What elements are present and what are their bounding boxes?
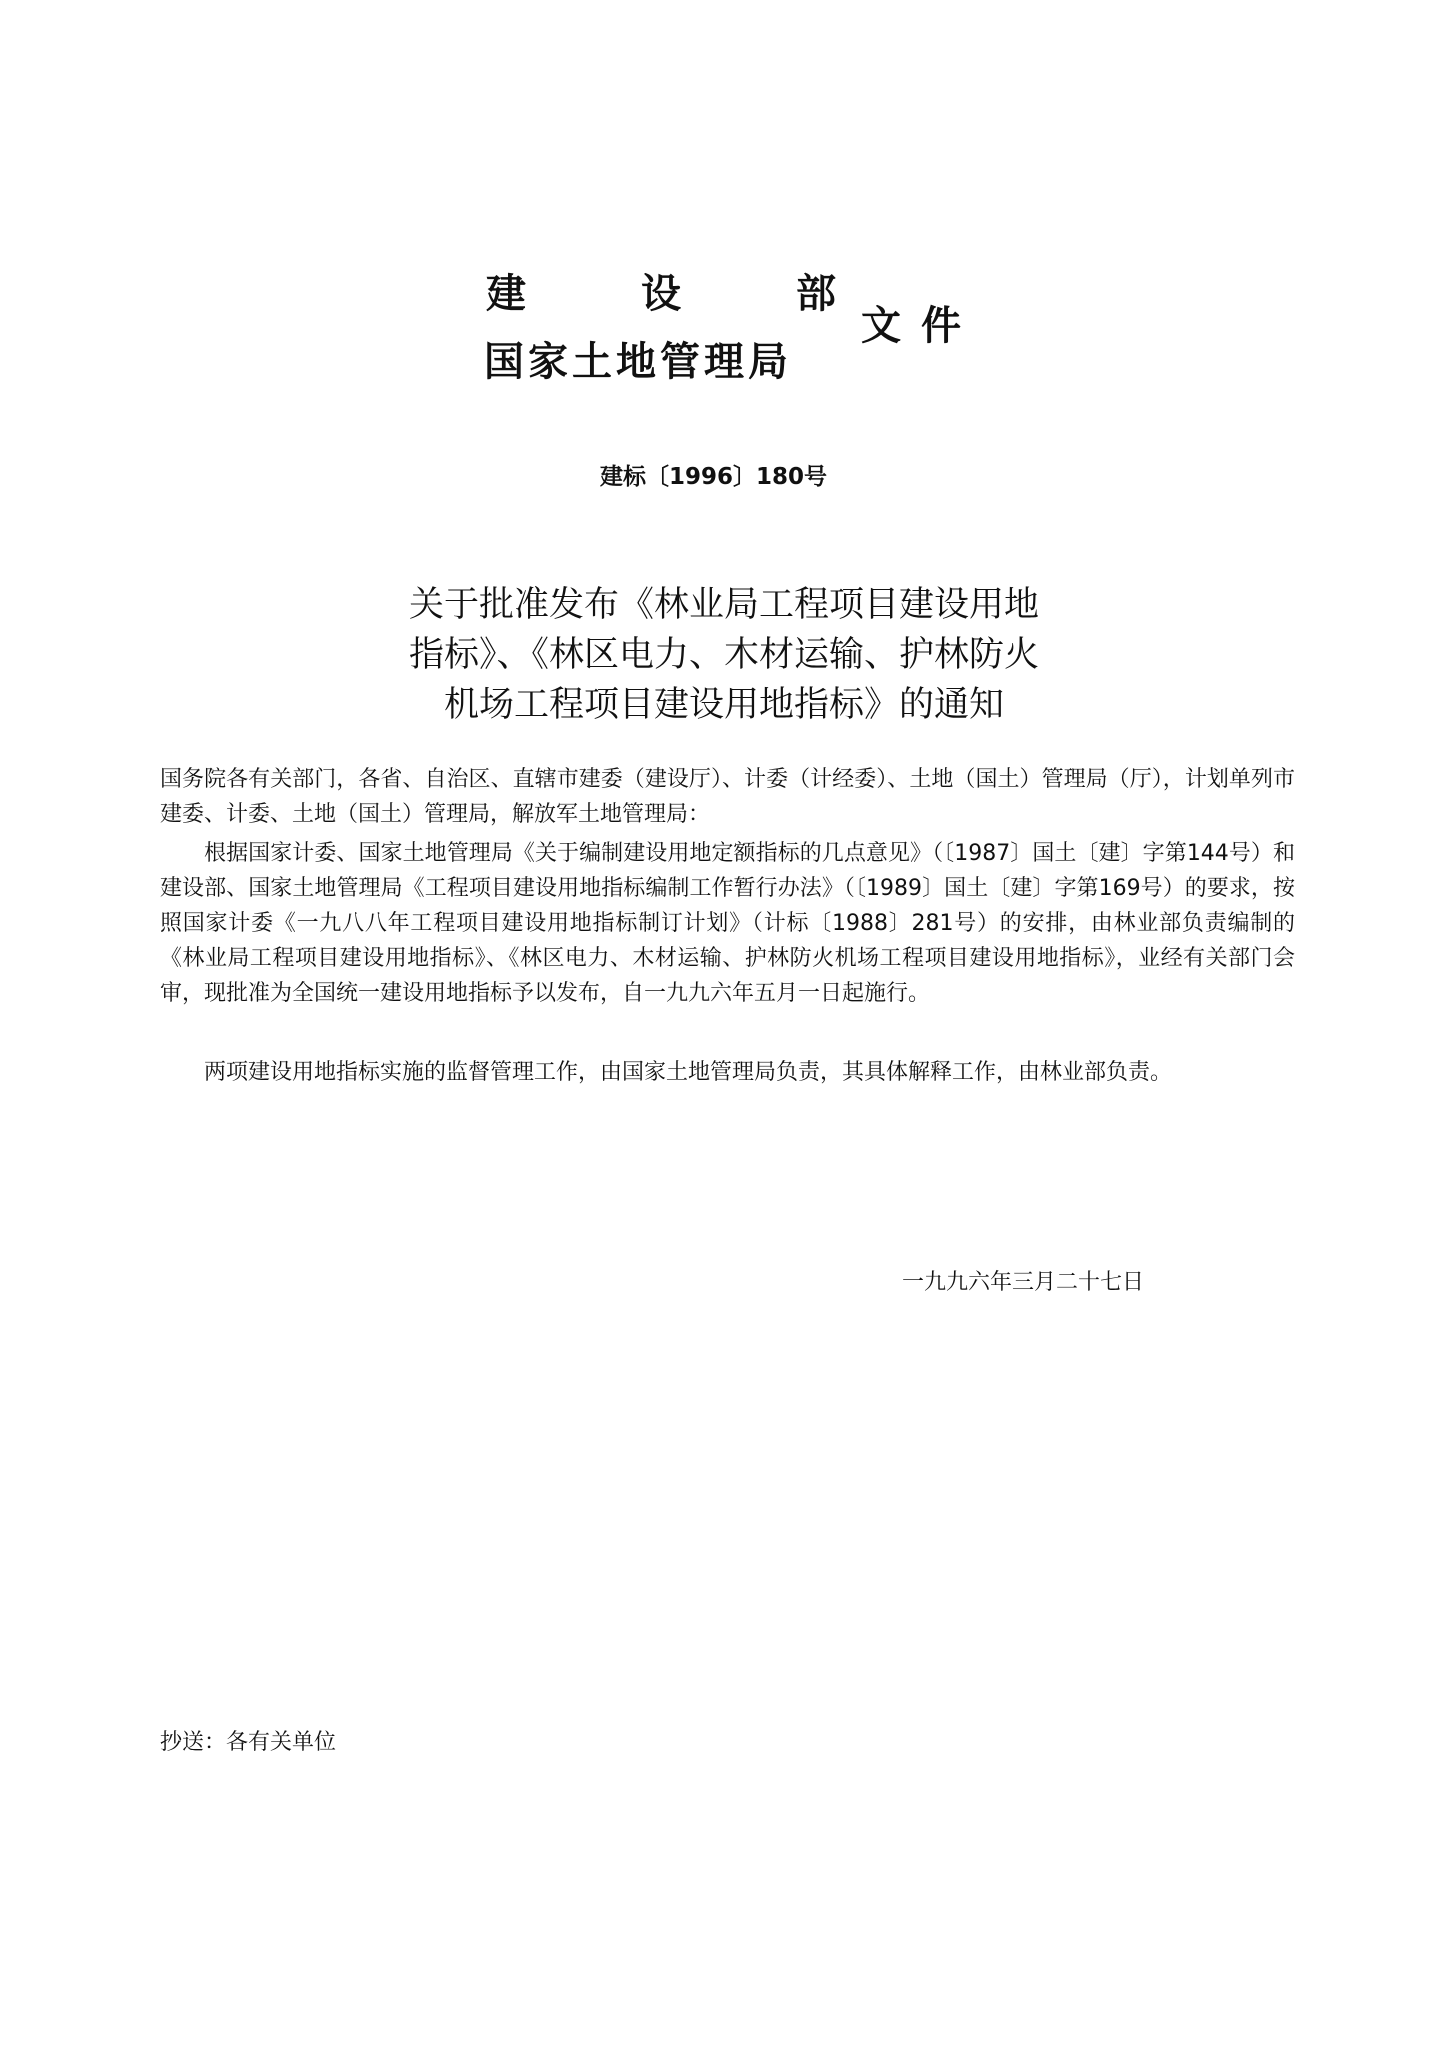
title-line: 指标》、《林区电力、木材运输、护林防火 (408, 635, 1039, 675)
title-line: 关于批准发布《林业局工程项目建设用地 (408, 585, 1039, 625)
body-paragraph-2: 两项建设用地指标实施的监督管理工作，由国家土地管理局负责，其具体解释工作，由林业部负责。 (204, 1060, 1173, 1085)
issuer-char: 设 (641, 271, 681, 317)
document-number: 建标〔1996〕180号 (600, 464, 828, 490)
issuer-char: 建 (486, 271, 526, 317)
issue-date: 一九九六年三月二十七日 (902, 1270, 1145, 1295)
issuer-land-administration: 国家土地管理局 (484, 339, 792, 385)
issuer-char: 部 (796, 271, 836, 317)
carbon-copy-line: 抄送：各有关单位 (160, 1730, 337, 1755)
body-paragraph-1: 根据国家计委、国家土地管理局《关于编制建设用地定额指标的几点意见》（〔1987〕国土〔建〕字第144号）和建设部、国家土地管理局《工程项目建设用地指标编制工作暂行办法》（〔1989〕国土〔建〕字第169号）的要求，按照国家计委《一九八八年工程项目建设用地指标制订计划》（计标〔1988〕281号）的安排，由林业部负责编制的《林业局工程项目建设用地指标》、《林区电力、木材运输、护林防火机场工程项目建设用地指标》，业经有关部门会审，现批准为全国统一建设用地指标予以发布，自一九九六年五月一日起施行。 (160, 841, 1295, 1006)
title-line: 机场工程项目建设用地指标》的通知 (443, 685, 1004, 725)
document-type-label: 文件 (861, 303, 981, 349)
document-title (300, 580, 1148, 730)
issuer-ministry-of-construction (486, 270, 836, 318)
addressee-paragraph: 国务院各有关部门，各省、自治区、直辖市建委（建设厅）、计委（计经委）、土地（国土）管理局（厅），计划单列市建委、计委、土地（国土）管理局，解放军土地管理局： (160, 767, 1295, 827)
